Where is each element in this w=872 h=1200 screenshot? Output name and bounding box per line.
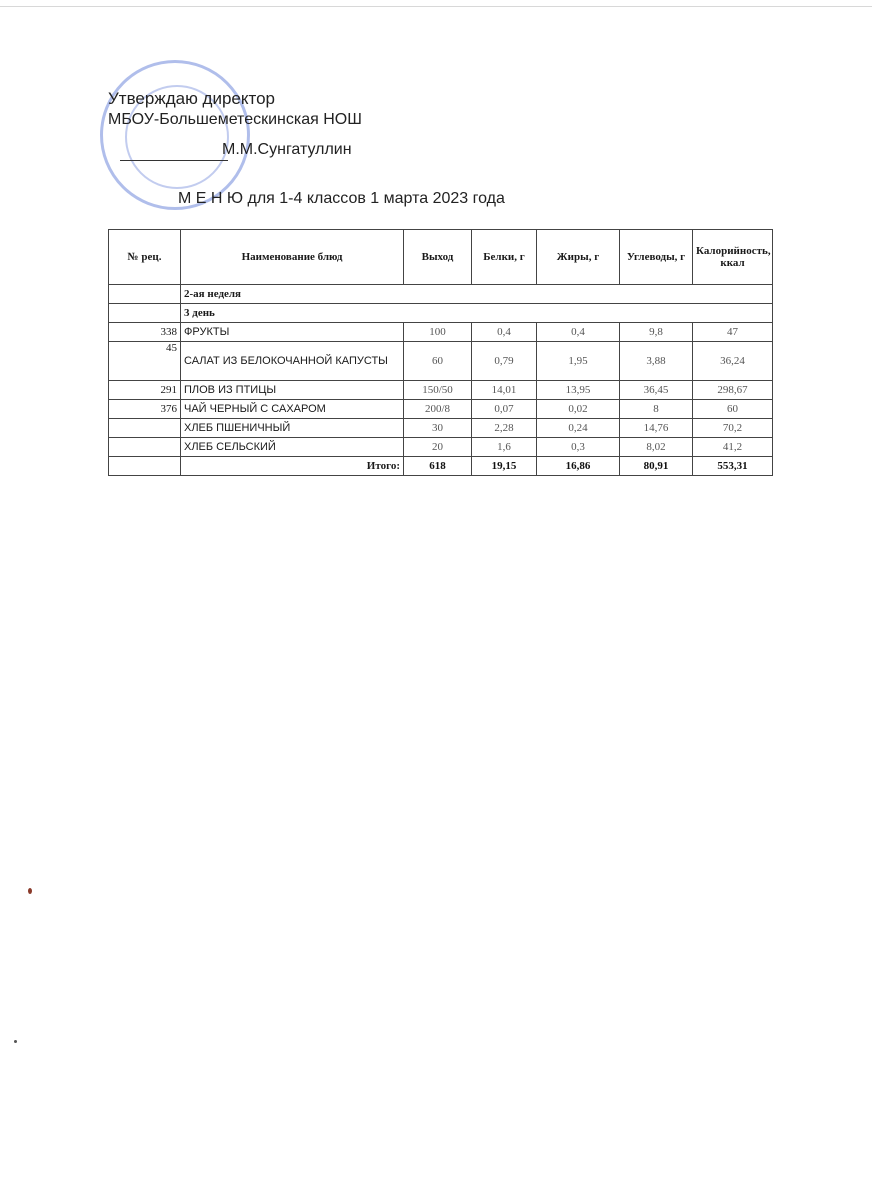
col-header-dish: Наименование блюд <box>181 230 404 285</box>
total-calories: 553,31 <box>693 457 773 476</box>
table-header-row <box>109 230 773 285</box>
carbs-value: 3,88 <box>620 342 693 381</box>
recipe-number: 338 <box>109 323 181 342</box>
fat-value: 0,02 <box>537 400 620 419</box>
carbs-value: 9,8 <box>620 323 693 342</box>
calories-value: 60 <box>693 400 773 419</box>
approval-line: Утверждаю директор <box>108 89 276 108</box>
recipe-number: 45 <box>109 342 181 381</box>
output-value: 20 <box>404 438 472 457</box>
col-header-calories: Калорийность, ккал <box>693 230 773 285</box>
col-header-protein: Белки, г <box>472 230 537 285</box>
fat-value: 1,95 <box>537 342 620 381</box>
director-name: М.М.Сунгатуллин <box>222 141 352 158</box>
total-protein: 19,15 <box>472 457 537 476</box>
day-row <box>109 304 773 323</box>
total-output: 618 <box>404 457 472 476</box>
calories-value: 70,2 <box>693 419 773 438</box>
scan-speck <box>28 888 32 894</box>
recipe-number: 291 <box>109 381 181 400</box>
output-value: 30 <box>404 419 472 438</box>
recipe-number <box>109 438 181 457</box>
carbs-value: 36,45 <box>620 381 693 400</box>
recipe-number: 376 <box>109 400 181 419</box>
protein-value: 0,79 <box>472 342 537 381</box>
output-value: 100 <box>404 323 472 342</box>
output-value: 200/8 <box>404 400 472 419</box>
menu-title: М Е Н Ю для 1-4 классов 1 марта 2023 года <box>178 190 505 207</box>
week-row <box>109 285 773 304</box>
calories-value: 47 <box>693 323 773 342</box>
calories-value: 41,2 <box>693 438 773 457</box>
table-row <box>109 419 773 438</box>
dish-name: ХЛЕБ ПШЕНИЧНЫЙ <box>181 419 404 438</box>
protein-value: 2,28 <box>472 419 537 438</box>
carbs-value: 8,02 <box>620 438 693 457</box>
protein-value: 0,4 <box>472 323 537 342</box>
signature-line <box>120 160 228 161</box>
school-name: МБОУ-Большеметескинская НОШ <box>108 111 362 128</box>
table-row <box>109 400 773 419</box>
table-row <box>109 438 773 457</box>
carbs-value: 8 <box>620 400 693 419</box>
page-top-edge <box>0 6 872 7</box>
week-label: 2-ая неделя <box>181 285 773 304</box>
recipe-number <box>109 419 181 438</box>
output-value: 60 <box>404 342 472 381</box>
scan-speck <box>14 1040 17 1043</box>
fat-value: 0,4 <box>537 323 620 342</box>
dish-name: ХЛЕБ СЕЛЬСКИЙ <box>181 438 404 457</box>
fat-value: 0,24 <box>537 419 620 438</box>
dish-name: ЧАЙ ЧЕРНЫЙ С САХАРОМ <box>181 400 404 419</box>
fat-value: 0,3 <box>537 438 620 457</box>
col-header-carbs: Углеводы, г <box>620 230 693 285</box>
calories-value: 36,24 <box>693 342 773 381</box>
col-header-output: Выход <box>404 230 472 285</box>
calories-value: 298,67 <box>693 381 773 400</box>
total-fat: 16,86 <box>537 457 620 476</box>
protein-value: 14,01 <box>472 381 537 400</box>
protein-value: 0,07 <box>472 400 537 419</box>
table-row <box>109 342 773 381</box>
output-value: 150/50 <box>404 381 472 400</box>
total-label: Итого: <box>181 457 404 476</box>
fat-value: 13,95 <box>537 381 620 400</box>
total-carbs: 80,91 <box>620 457 693 476</box>
table-row <box>109 323 773 342</box>
protein-value: 1,6 <box>472 438 537 457</box>
dish-name: САЛАТ ИЗ БЕЛОКОЧАННОЙ КАПУСТЫ <box>181 342 404 381</box>
menu-table <box>108 229 773 476</box>
school-seal-stamp <box>100 60 250 210</box>
col-header-recipe: № рец. <box>109 230 181 285</box>
dish-name: ПЛОВ ИЗ ПТИЦЫ <box>181 381 404 400</box>
day-label: 3 день <box>181 304 773 323</box>
dish-name: ФРУКТЫ <box>181 323 404 342</box>
col-header-fat: Жиры, г <box>537 230 620 285</box>
carbs-value: 14,76 <box>620 419 693 438</box>
table-row <box>109 381 773 400</box>
total-row <box>109 457 773 476</box>
